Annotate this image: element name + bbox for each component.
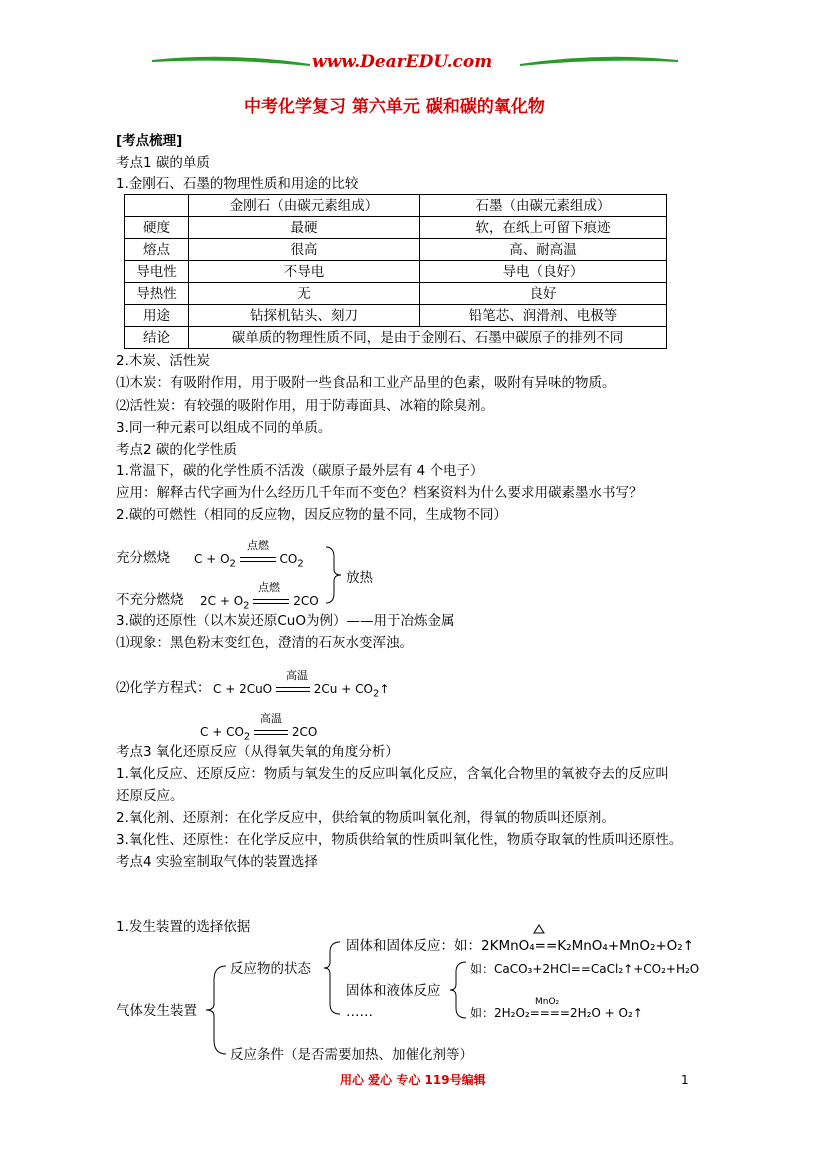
kp1-heading: 考点1 碳的单质: [116, 155, 210, 171]
table-cell: 铅笔芯、润滑剂、电极等: [420, 305, 667, 327]
kp1-item2a: ⑴木炭：有吸附作用，用于吸附一些食品和工业产品里的色素，吸附有异味的物质。: [116, 375, 616, 391]
tree-example-h2o2: 如：2H₂O₂====2H₂O + O₂↑: [470, 1006, 643, 1020]
table-cell: 高、耐高温: [420, 239, 667, 261]
kp1-item2b: ⑵活性炭：有较强的吸附作用，用于防毒面具、冰箱的除臭剂。: [116, 398, 494, 414]
section-heading: [考点梳理]: [116, 133, 183, 149]
table-header-cell: 金刚石（由碳元素组成）: [189, 195, 420, 217]
kp1-item2: 2.木炭、活性炭: [116, 353, 210, 369]
eq-left: C + CO: [200, 725, 244, 739]
kp2-item1: 1.常温下，碳的化学性质不活泼（碳原子最外层有 4 个电子）: [116, 463, 484, 479]
eq-right: 2Cu + CO: [313, 682, 373, 696]
kp4-heading: 考点4 实验室制取气体的装置选择: [116, 854, 318, 870]
table-cell: 最硬: [189, 217, 420, 239]
release-heat-label: 放热: [346, 570, 373, 586]
full-combustion-equation: $C + O_2$ $CO_2$: [194, 552, 304, 570]
table-cell-conclusion: 碳单质的物理性质不同，是由于金刚石、石墨中碳原子的排列不同: [189, 327, 667, 349]
eq-right: 2CO: [293, 594, 319, 608]
kp3-item1b: 还原反应。: [116, 788, 184, 804]
kp2-item3a: ⑴现象：黑色粉末变红色，澄清的石灰水变浑浊。: [116, 635, 413, 651]
full-combustion-label: 充分燃烧: [116, 550, 170, 566]
page-title: 中考化学复习 第六单元 碳和碳的氧化物: [244, 97, 545, 117]
table-cell: 很高: [189, 239, 420, 261]
tree-condition: 反应条件（是否需要加热、加催化剂等）: [230, 1047, 473, 1063]
table-cell: 熔点: [125, 239, 189, 261]
tree-solid-liquid: 固体和液体反应: [346, 983, 441, 999]
eq-left: C + 2CuO: [213, 682, 273, 696]
eq-right: 2CO: [291, 725, 318, 739]
table-header-cell: 石墨（由碳元素组成）: [420, 195, 667, 217]
tree-example-caco3: 如：CaCO₃+2HCl==CaCl₂↑+CO₂+H₂O: [470, 962, 700, 976]
tree-solid-solid: 固体和固体反应：如：2KMnO₄==K₂MnO₄+MnO₂+O₂↑: [346, 938, 695, 954]
co2-reduction-equation: $C + CO_2$ 2CO: [200, 725, 318, 743]
ignite-condition: 点燃: [258, 581, 280, 594]
eq-left: C + O: [194, 552, 230, 566]
kp3-heading: 考点3 氧化还原反应（从得氧失氧的角度分析）: [116, 744, 399, 760]
high-temp-condition: 高温: [260, 712, 282, 725]
table-cell: 不导电: [189, 261, 420, 283]
table-cell: 导电（良好）: [420, 261, 667, 283]
tree-state: 反应物的状态: [230, 961, 311, 977]
kp3-item2: 2.氧化剂、还原剂：在化学反应中，供给氧的物质叫氧化剂，得氧的物质叫还原剂。: [116, 810, 615, 826]
table-cell: 导电性: [125, 261, 189, 283]
catalyst-mno2: MnO₂: [535, 997, 560, 1007]
kp4-item1: 1.发生装置的选择依据: [116, 919, 251, 935]
reduction-equation: C + 2CuO $2Cu + CO_2↑$: [213, 682, 390, 700]
kp2-item3: 3.碳的还原性（以木炭还原CuO为例）——用于冶炼金属: [116, 613, 455, 629]
table-cell: 无: [189, 283, 420, 305]
footer-slogan: 用心 爱心 专心 119号编辑: [340, 1073, 486, 1087]
kp2-application: 应用：解释古代字画为什么经历几千年而不变色？档案资料为什么要求用碳素墨水书写？: [116, 485, 643, 501]
heat-triangle-icon: [533, 924, 545, 934]
kp3-item3: 3.氧化性、还原性：在化学反应中，物质供给氧的性质叫氧化性，物质夺取氧的性质叫还原性。: [116, 832, 683, 848]
table-cell: 钻探机钻头、刻刀: [189, 305, 420, 327]
page-number: 1: [681, 1073, 689, 1087]
table-cell: 导热性: [125, 283, 189, 305]
site-url[interactable]: www.DearEDU.com: [312, 52, 493, 72]
kp1-item1: 1.金刚石、石墨的物理性质和用途的比较: [116, 176, 359, 192]
kp2-item2: 2.碳的可燃性（相同的反应物，因反应物的量不同，生成物不同）: [116, 507, 507, 523]
table-cell: 软，在纸上可留下痕迹: [420, 217, 667, 239]
partial-combustion-label: 不充分燃烧: [116, 592, 184, 608]
kp3-item1a: 1.氧化反应、还原反应：物质与氧发生的反应叫氧化反应，含氧化合物里的氧被夺去的反应叫: [116, 766, 669, 782]
kp2-item3b-label: ⑵化学方程式：: [116, 680, 211, 696]
table-cell: 结论: [125, 327, 189, 349]
ignite-condition: 点燃: [247, 539, 269, 552]
kp2-heading: 考点2 碳的化学性质: [116, 442, 237, 458]
high-temp-condition: 高温: [286, 669, 308, 682]
table-cell: 良好: [420, 283, 667, 305]
table-cell: 硬度: [125, 217, 189, 239]
table-cell: 用途: [125, 305, 189, 327]
kp1-item3: 3.同一种元素可以组成不同的单质。: [116, 420, 332, 436]
partial-combustion-equation: $2C + O_2$ 2CO: [200, 594, 319, 612]
tree-root: 气体发生装置: [116, 1003, 197, 1019]
eq-left: 2C + O: [200, 594, 244, 608]
eq-right: CO: [279, 552, 298, 566]
tree-ellipsis: ……: [346, 1004, 373, 1020]
